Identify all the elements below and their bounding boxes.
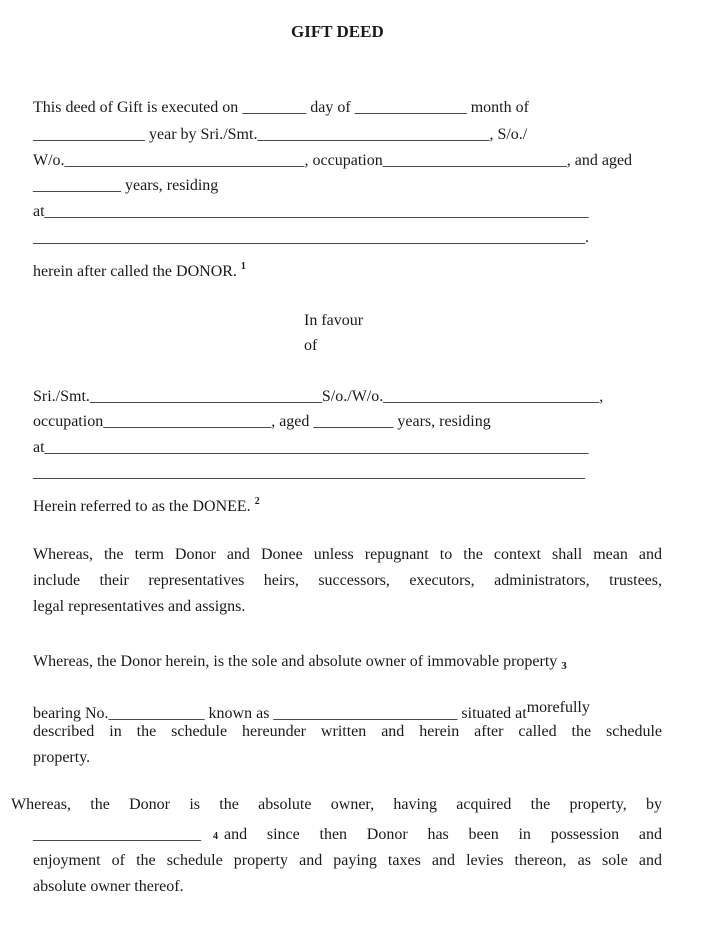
paragraph-line: Whereas, the Donor is the absolute owner, having acquired the property, by	[11, 796, 662, 813]
paragraph-line: include their representatives heirs, successors, executors, administrators, trustees,	[33, 572, 662, 589]
possession-text: and since then Donor has been in possession and	[224, 826, 662, 843]
clause-line: occupation_____________________, aged __________ years, residing	[33, 413, 491, 430]
clause-line: This deed of Gift is executed on ________ day of ______________ month of	[33, 99, 529, 116]
clause-line: _____________________________________________________________________.	[33, 229, 589, 246]
donor-text: herein after called the DONOR.	[33, 263, 237, 280]
clause-line: at____________________________________________________________________	[33, 439, 589, 456]
donor-line	[33, 257, 246, 282]
paragraph-line	[33, 698, 590, 724]
paragraph-line: property.	[33, 749, 91, 766]
paragraph-line: Whereas, the term Donor and Donee unless repugnant to the context shall mean and	[33, 546, 662, 563]
footnote-marker: 4	[213, 831, 218, 842]
paragraph-line: absolute owner thereof.	[33, 878, 184, 895]
paragraph-line: legal representatives and assigns.	[33, 598, 246, 615]
footnote-marker: 3	[561, 660, 567, 672]
paragraph-line	[33, 652, 567, 676]
clause-line: ______________ year by Sri./Smt._____________________________, S/o./	[33, 126, 528, 143]
donee-line	[33, 492, 260, 517]
paragraph-line: described in the schedule hereunder written and herein after called the schedule	[33, 723, 662, 740]
footnote-marker: 1	[240, 261, 246, 272]
acquisition-blank: _____________________	[33, 826, 201, 843]
donee-text: Herein referred to as the DONEE.	[33, 498, 251, 515]
property-text: Whereas, the Donor herein, is the sole and absolute owner of immovable property	[33, 653, 558, 670]
paragraph-line	[33, 825, 662, 847]
clause-line: W/o.______________________________, occupation_______________________, and aged	[33, 152, 633, 169]
morefully-text: morefully	[526, 699, 590, 716]
property-blanks: bearing No.____________ known as _______________________ situated at	[33, 705, 527, 722]
clause-line: _____________________________________________________________________	[33, 464, 585, 481]
clause-line: at____________________________________________________________________	[33, 203, 589, 220]
footnote-marker: 2	[254, 496, 260, 507]
clause-line: ___________ years, residing	[33, 177, 219, 194]
deed-title: GIFT DEED	[291, 22, 384, 41]
clause-line: Sri./Smt._____________________________S/o./W/o.___________________________,	[33, 388, 604, 405]
paragraph-line: enjoyment of the schedule property and paying taxes and levies thereon, as sole and	[33, 852, 662, 869]
in-favour-label: In favour	[304, 312, 364, 329]
of-label: of	[304, 337, 318, 354]
